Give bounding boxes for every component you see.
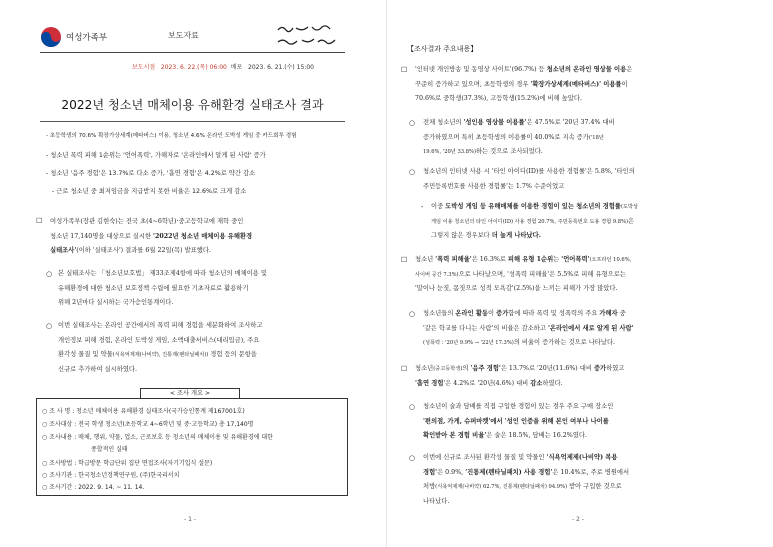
pc-line-3 <box>423 429 767 444</box>
result-id-misuse <box>423 165 763 194</box>
vi-line-2 <box>415 268 767 283</box>
overview-item-method: ○ 조사방법 : 학급방문 학급단위 집단 면접조사(자기기입식 설문) <box>42 460 213 467</box>
page-title: 2022년 청소년 매체이용 유해환경 실태조사 결과 <box>61 98 324 112</box>
intro-line-2b: '2022년 청소년 매체이용 유해환경 <box>153 232 253 240</box>
dr-2c: '진통제(펜타닐패치) 사용 경험' <box>465 468 553 476</box>
overview-item-period: ○ 조사기간 : 2022. 9. 14. ~ 11. 14. <box>42 484 145 491</box>
al-2a: '흡연 경험 <box>415 379 444 387</box>
rv-2a: 꾸준히 증가하고 있으며, 초등학생의 경우 <box>415 80 531 88</box>
taegeuk-logo-icon <box>40 26 62 48</box>
dr-line-1 <box>423 451 767 466</box>
new-items-line-2: 개인정보 피해 경험, 온라인 도박성 게임, 소액대출서비스(대리입금), 주요 <box>58 336 260 344</box>
circle-bullet-icon: ○ <box>409 119 416 127</box>
summary-text-2: 청소년 폭력 피해 1순위는 '언어폭력', 가해자로 '온라인에서 알게 된 사람' 증가 <box>50 152 266 159</box>
av-1b: '성인용 영상물 이용률' <box>463 119 527 126</box>
vi-line-3: '말이나 눈짓, 몸짓으로 성적 모욕감'(2.5%)을 느끼는 피해가 가장 많았다. <box>415 285 618 293</box>
pc-3a: 확인받아 본 경험 비율' <box>423 432 487 440</box>
basis-line-1: 본 실태조사는 「청소년보호법」 제33조제4항에 따라 청소년의 매체이용 및 <box>58 270 267 277</box>
paragraph-basis <box>58 267 353 311</box>
new-items-line-3 <box>58 348 353 363</box>
dr-3a: 처방 <box>423 483 436 491</box>
press-release-label: 보도자료 <box>168 31 199 40</box>
av-line-2 <box>423 131 763 146</box>
pp-3s: (성폭력 : '20년 9.9% → '22년 17.3%) <box>423 340 514 347</box>
vi-line-1 <box>415 253 767 268</box>
pp-1a: 청소년들의 <box>423 310 456 317</box>
dash-bullet: - <box>421 203 424 211</box>
new-items-line-3s: (식욕억제제(나비약), 진통제(펜타닐패치)) <box>112 352 209 359</box>
square-bullet-icon: ☐ <box>36 217 43 225</box>
gb-1a: 이중 <box>431 203 446 210</box>
summary-text-4: 근로 청소년 중 최저임금을 지급받지 못한 비율은 12.6%로 크게 감소 <box>56 188 247 195</box>
al-1a: 청소년 <box>415 365 434 372</box>
rv-1c: 은 <box>626 66 633 73</box>
circle-bullet-icon: ○ <box>409 454 416 462</box>
pc-line-1: 청소년이 술과 담배를 직접 구입한 경험이 있는 경우 주요 구매 장소인 <box>423 403 614 410</box>
new-items-line-3b: 경험 등의 문항을 <box>208 351 257 359</box>
basis-line-2: 유해환경에 대한 청소년 보호정책 수립에 필요한 기초자료로 활용하기 <box>58 284 249 292</box>
pp-2a: '같은 학교를 다니는 사람'의 비율은 감소하고 <box>423 324 548 332</box>
gb-3a: 그렇지 않은 경우보다 <box>431 232 492 240</box>
slogan-calligraphy-icon <box>272 20 344 50</box>
dr-line-4: 나타났다. <box>423 497 450 505</box>
pp-1f: 가해자 <box>599 310 618 317</box>
gb-3b: 더 높게 나타났다. <box>491 232 541 240</box>
vi-2s: 사이버 공간 7.3%) <box>415 271 459 278</box>
pp-2b: '온라인에서 새로 알게 된 사람' <box>547 324 634 332</box>
result-online-video <box>415 63 765 107</box>
gb-line-1 <box>431 200 765 215</box>
page-2 <box>387 0 773 547</box>
al-line-2 <box>415 377 767 392</box>
dr-line-2 <box>423 466 767 481</box>
new-items-line-4: 신규로 추가하여 실시하였다. <box>58 365 137 373</box>
pp-line-1 <box>423 307 767 322</box>
al-2d: 하였다. <box>542 379 563 387</box>
summary-item-4: - 근로 청소년 중 최저임금을 지급받지 못한 비율은 12.6%로 크게 감소 <box>52 188 247 195</box>
av-3s: 19.6%, '20년 33.8%) <box>423 149 476 156</box>
gb-1s: (도박성 <box>620 204 638 210</box>
paragraph-new-items <box>58 319 353 377</box>
summary-item-3: - 청소년 '음주 경험'은 13.7%로 다소 증가, '흡연 경험'은 4.2%로 약간 감소 <box>46 170 256 177</box>
intro-line-3b: (이하 '실태조사') 결과를 6월 22일(목) 발표했다. <box>76 247 211 255</box>
vi-2: 으로 나타났으며, '성폭력 피해율'은 5.5%로 피해 유형으로는 <box>458 270 626 278</box>
square-bullet-icon: ☐ <box>401 66 408 74</box>
al-line-1 <box>415 362 767 377</box>
ministry-name: 여성가족부 <box>66 33 108 43</box>
al-1s: (중고등학생) <box>433 366 463 372</box>
pc-3b: 은 술은 18.5%, 담배는 16.2%였다. <box>486 432 587 440</box>
square-bullet-icon: ☐ <box>401 365 408 373</box>
gb-2: 은 <box>628 217 635 225</box>
rv-2c: 이 <box>621 80 628 88</box>
result-violence <box>415 253 767 297</box>
gb-line-2 <box>431 215 765 230</box>
distribute-datetime: 2023. 6. 21.(수) 15:00 <box>248 64 314 71</box>
circle-bullet-icon: ○ <box>409 310 416 318</box>
rv-1b: 청소년의 온라인 영상물 이용 <box>546 66 627 73</box>
dr-1a: 이번에 신규로 조사된 환각성 물질 및 약물인 <box>423 454 547 461</box>
title-rule <box>40 121 345 122</box>
av-line-1 <box>423 116 763 131</box>
overview-item-agency: ○ 조사기관 : 한국청소년정책연구원, (주)한국리서치 <box>42 472 180 479</box>
rv-2b: '확장가상세계(메타버스)' 이용률 <box>530 80 622 88</box>
overview-item-content: ○ 조사내용 : 매체, 행위, 약물, 업소, 근로보호 등 청소년의 매체이용 및 유해환경에 대한 <box>42 434 273 441</box>
ministry-logo <box>40 26 107 48</box>
vi-1d: 피해 유형 1순위 <box>507 256 554 263</box>
dr-2a: 경험' <box>423 468 438 476</box>
intro-line-2 <box>50 230 350 245</box>
id-line-1: 청소년의 인터넷 사용 시 '타인 아이디(ID)를 사용한 경험률'은 5.8%, '타인의 <box>423 168 635 175</box>
circle-bullet-icon: ○ <box>46 322 53 330</box>
overview-item-name: ○ 조 사 명 : 청소년 매체이용 유해환경 실태조사(국가승인통계 제167001호) <box>42 408 245 415</box>
pc-2a: '편의점, 가게, 슈퍼마켓'에서 '성인 인증을 위해 본인 여부나 나이를 <box>423 417 609 425</box>
av-line-3 <box>423 145 763 160</box>
pc-line-2 <box>423 415 767 430</box>
result-alcohol-smoking <box>415 362 767 391</box>
al-1d: 은 13.7%로 '20년(11.6%) 대비 <box>500 365 594 372</box>
vi-1e: 는 <box>553 256 562 263</box>
dr-3s: (식욕억제제(나비약) 62.7%, 진통제(펜타닐패치) 94.9%) <box>435 484 568 491</box>
pp-1d: 증가 <box>496 310 509 317</box>
page-number-left: - 1 - <box>184 516 196 523</box>
result-adult-video <box>423 116 763 160</box>
result-perpetrators <box>423 307 767 351</box>
av-2a: 증가하였으며 특히 초등학생의 이용률이 40.0%로 지속 증가 <box>423 133 589 141</box>
header-rule <box>40 52 345 53</box>
vi-1b: '폭력 피해율' <box>435 256 472 263</box>
new-items-line-3a: 환각성 물질 및 약물 <box>58 351 113 359</box>
gb-2s: 게임 이용 청소년의 타인 아이디(ID) 사용 경험 20.7%, 주민등록번호 도용 경험 9.8%) <box>431 218 629 225</box>
pp-1c: 이 <box>488 310 497 317</box>
vi-1a: 청소년 <box>415 256 436 263</box>
result-gambling-users <box>431 200 765 244</box>
pp-1g: 중 <box>617 310 626 317</box>
pp-line-2 <box>423 322 767 337</box>
pp-line-3 <box>423 336 767 351</box>
al-1c: '음주 경험' <box>470 365 501 372</box>
intro-line-1: 여성가족부(장관 김현숙)는 전국 초(4~6학년)·중고등학교에 재학 중인 <box>50 218 244 225</box>
pp-3: 의 비율이 증가하는 것으로 나타났다. <box>513 339 616 347</box>
page-1 <box>0 0 386 547</box>
distribute-label: 배포 <box>230 64 243 71</box>
embargo-datetime: 2023. 6. 22.(목) 06:00 <box>160 64 227 71</box>
page-number-right: - 2 - <box>572 516 584 523</box>
new-items-line-1: 이번 실태조사는 온라인 공간에서의 폭력 피해 경험을 세분화하여 조사하고 <box>58 322 263 329</box>
summary-text-3: 청소년 '음주 경험'은 13.7%로 다소 증가, '흡연 경험'은 4.2%로 약간 감소 <box>50 170 256 177</box>
summary-item-1: - 초등학생의 70.6% 확장가상세계(메타버스) 이용, 청소년 4.6% 온라인 도박성 게임 중 카드회투 경험 <box>46 133 297 139</box>
rv-line-1 <box>415 63 765 78</box>
vi-1f: '언어폭력' <box>561 256 590 263</box>
overview-item-content-cont: 종합적인 실태 <box>91 446 128 453</box>
basis-line-3: 위해 2년마다 실시하는 국가승인통계이다. <box>58 299 174 307</box>
vi-1c: 은 16.3%로 <box>471 256 508 263</box>
circle-bullet-icon: ○ <box>409 168 416 176</box>
summary-item-2: - 청소년 폭력 피해 1순위는 '언어폭력', 가해자로 '온라인에서 알게 된 사람' 증가 <box>46 152 266 159</box>
rv-1a: '인터넷 개인방송 및 동영상 사이트'(96.7%) 등 <box>415 66 547 73</box>
dr-3b: 받아 구입한 것으로 <box>567 483 622 491</box>
al-2b: '은 4.2%로 '20년(4.6%) 대비 <box>443 379 531 387</box>
paragraph-intro <box>50 215 350 259</box>
av-2s: ('18년 <box>588 134 604 141</box>
survey-overview-heading: < 조사 개요 > <box>140 388 240 399</box>
intro-line-3 <box>50 244 350 259</box>
dr-1b: '식욕억제제(나비약) 복용 <box>546 454 618 461</box>
dr-2d: 은 10.4%로, 주로 병원에서 <box>552 468 630 476</box>
rv-line-3: 70.6%로 중학생(37.3%), 고등학생(15.2%)에 비해 높았다. <box>415 95 583 103</box>
overview-item-target: ○ 조사대상 : 전국 학생 청소년(초등학교 4~6학년 및 중·고등학교) 총 17,140명 <box>42 421 254 428</box>
dr-line-3 <box>423 480 767 495</box>
av-1c: 은 47.5%로 '20년 37.4% 대비 <box>526 119 615 126</box>
al-2c: 감소 <box>530 379 543 387</box>
pp-1b: 온라인 활동 <box>455 310 489 317</box>
square-bullet-icon: ☐ <box>401 256 408 264</box>
gb-1b: 도박성 게임 등 유해매체를 이용한 경험이 있는 청소년의 경험률 <box>445 203 621 210</box>
al-1b: 의 <box>462 365 471 372</box>
rv-line-2 <box>415 78 765 93</box>
intro-line-2a: 청소년 17,140명을 대상으로 실시한 <box>50 232 154 240</box>
vi-1s: (오프라인 10.6%, <box>589 257 632 263</box>
dr-2b: 은 0.9%, <box>437 468 466 476</box>
section-heading: 【조사결과 주요내용】 <box>407 45 478 53</box>
embargo-line <box>132 62 314 71</box>
result-drugs <box>423 451 767 509</box>
av-3: 하는 것으로 조사되었다. <box>475 148 543 156</box>
circle-bullet-icon: ○ <box>409 403 416 411</box>
result-purchase-check <box>423 400 767 444</box>
embargo-label: 보도시점 <box>132 64 156 71</box>
circle-bullet-icon: ○ <box>46 270 53 278</box>
id-line-2: 주민등록번호를 사용한 경험률'는 1.7% 수준이었고 <box>423 182 565 190</box>
pp-1e: 함에 따라 폭력 및 성폭력의 주요 <box>508 310 600 317</box>
summary-text-1: 초등학생의 70.6% 확장가상세계(메타버스) 이용, 청소년 4.6% 온라인 도박성 게임 중 카드회투 경험 <box>49 133 297 139</box>
intro-line-3a: 실태조사' <box>50 247 77 255</box>
gb-line-3 <box>431 229 765 244</box>
al-1e: 증가 <box>593 365 607 372</box>
av-1a: 전체 청소년의 <box>423 119 464 126</box>
al-1f: 하였고 <box>606 365 625 372</box>
